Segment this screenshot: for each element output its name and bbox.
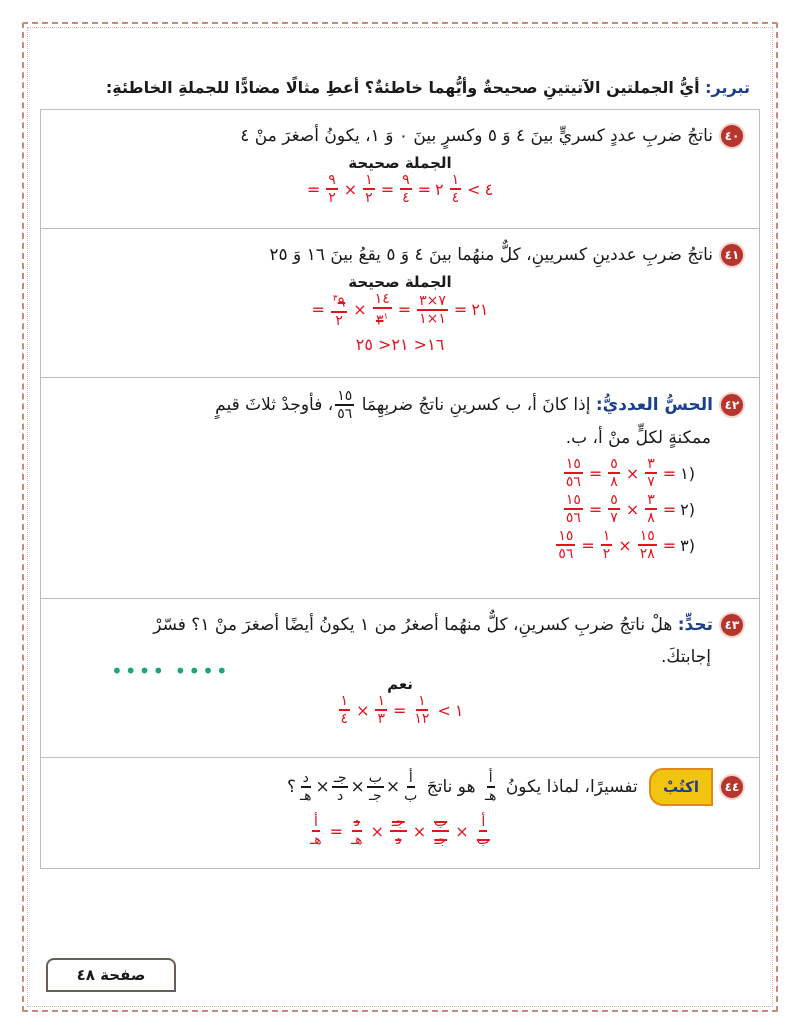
q40-frac-1: $\frac{٩}{٢}$ bbox=[328, 172, 336, 206]
q43-number-badge: ٤٣ bbox=[719, 612, 745, 638]
q41-eq1: = bbox=[397, 300, 412, 320]
q41-number-badge: ٤١ bbox=[719, 242, 745, 268]
q40-answer-label: الجملة صحيحة bbox=[348, 154, 452, 172]
content bbox=[40, 70, 760, 869]
q42-product-frac: $\frac{١٥}{٥٦}$ bbox=[337, 388, 353, 422]
q41-text: ناتجُ ضربِ عددينِ كسريينِ، كلٌّ منهُما بينَ ٤ وَ ٥ يقعُ بينَ ١٦ وَ ٢٥ bbox=[269, 245, 713, 265]
q44-text-2: هو ناتجَ bbox=[421, 777, 481, 797]
q42-text-2: ، فأوجدْ ثلاثَ قيمٍ bbox=[215, 395, 334, 415]
q40-times: × bbox=[343, 179, 358, 199]
q44-text-line: ٤٤اكتُبْ تفسيرًا، لماذا يكونُ $\frac{\text{أ}}{\text{هـ}}$ هو ناتجَ $\frac{\text{أ}}{\text{ب}}$ × $\frac{\text{ب}}{\text{جـ}}$ × $\frac{\text{جـ}}{\text{د}}$ × $\frac{\text{د}}{\text{هـ}}$ ؟ bbox=[55, 768, 745, 806]
question-40 bbox=[40, 109, 760, 229]
q41-frac-3: $\frac{٧\times ٣}{١\times ١}$ bbox=[419, 292, 446, 327]
question-44 bbox=[40, 757, 760, 869]
q42-answers bbox=[55, 456, 745, 562]
q40-lt: < bbox=[467, 179, 481, 199]
q43-text-line-1 bbox=[55, 609, 745, 641]
q41-equation bbox=[55, 291, 745, 329]
q42-answer-row-3: $\frac{١٥}{٥٦}$ = $\frac{١}{٢}$ × $\frac{١٥}{٢٨}$ = ٣) bbox=[558, 528, 695, 562]
q41-answer-label: الجملة صحيحة bbox=[348, 273, 452, 291]
q42-number-badge: ٤٢ bbox=[719, 392, 745, 418]
q41-eq2: = bbox=[453, 300, 468, 320]
q44-text-1: تفسيرًا، لماذا يكونُ bbox=[500, 777, 644, 797]
q40-frac-3: $\frac{٩}{٤}$ bbox=[402, 172, 410, 206]
q40-frac-2: $\frac{١}{٢}$ bbox=[365, 172, 373, 206]
q40-eq-lead: = bbox=[306, 179, 321, 199]
q40-text-line bbox=[55, 120, 745, 152]
q41-frac-2: $\frac{١٤}{٣^١}$ bbox=[374, 291, 390, 329]
question-43 bbox=[40, 598, 760, 758]
q40-mixed-whole: ٢ bbox=[435, 179, 444, 199]
q44-equation: $\frac{\text{أ}}{\text{ب}}$ × $\frac{\text{ب}}{\text{جـ}}$ × $\frac{\text{جـ}}{\text{د}}$ × $\frac{\text{د}}{\text{هـ}}$ = $\frac{\text{أ}}{\text{هـ}}$ bbox=[310, 814, 490, 848]
question-41 bbox=[40, 228, 760, 378]
q42-text-line-2 bbox=[55, 422, 745, 454]
q43-answer-label: نعم bbox=[387, 675, 413, 693]
q40-eq2: = bbox=[417, 179, 432, 199]
q42-text-3: ممكنةٍ لكلٍّ منْ أ، ب. bbox=[565, 428, 711, 448]
q41-text-line bbox=[55, 239, 745, 271]
q40-eq1: = bbox=[380, 179, 395, 199]
q42-answer-row-1: $\frac{١٥}{٥٦}$ = $\frac{٥}{٨}$ × $\frac{٣}{٧}$ = ١) bbox=[565, 456, 695, 490]
q42-text-line-1 bbox=[55, 388, 745, 422]
q42-answer-row-2: $\frac{١٥}{٥٦}$ = $\frac{٥}{٧}$ × $\frac{٣}{٨}$ = ٢) bbox=[565, 492, 695, 526]
q43-text-2: إجابتكَ. bbox=[660, 647, 711, 667]
q43-dots-decoration: •••• •••• bbox=[111, 659, 230, 683]
q40-frac-4: $\frac{١}{٤}$ bbox=[451, 172, 460, 206]
page-number-tab: صفحة ٤٨ bbox=[46, 958, 176, 992]
q42-keyword: الحسُّ العدديُّ: bbox=[595, 395, 713, 415]
header-keyword: تبرير: bbox=[705, 78, 750, 97]
q43-text-1: هلْ ناتجُ ضربِ كسرينِ، كلٌّ منهُما أصغرُ من ١ يكونُ أيضًا أصغرَ منْ ١؟ فسّرْ bbox=[153, 615, 678, 635]
q41-result: ٢١ bbox=[471, 300, 489, 320]
q41-times: × bbox=[353, 300, 367, 320]
question-42 bbox=[40, 377, 760, 599]
q43-keyword: تحدٍّ: bbox=[677, 615, 713, 635]
q43-equation: $\frac{١}{٤}$ × $\frac{١}{٣}$ = $\frac{١}{١٢}$ < ١ bbox=[340, 693, 464, 727]
q40-equation bbox=[55, 172, 745, 206]
q40-result: ٤ bbox=[484, 179, 494, 199]
q41-range: ١٦< ٢١< ٢٥ bbox=[355, 334, 445, 354]
q40-text: ناتجُ ضربِ عددٍ كسريٍّ بينَ ٤ وَ ٥ وكسرٍ بينَ ٠ وَ ١، يكونُ أصغرَ منْ ٤ bbox=[240, 126, 713, 146]
q44-number-badge: ٤٤ bbox=[719, 774, 745, 800]
q44-write-tag: اكتُبْ bbox=[649, 768, 713, 806]
q41-eq-lead: = bbox=[311, 300, 325, 320]
reasoning-header bbox=[40, 70, 760, 110]
header-text: أيُّ الجملتين الآتيتينِ صحيحةٌ وأيُّهما خاطئةٌ؟ أعطِ مثالًا مضادًّا للجملةِ الخاطئةِ: bbox=[105, 78, 706, 97]
q40-number-badge: ٤٠ bbox=[719, 123, 745, 149]
q41-frac-1: $\frac{^٣٩}{٢}$ bbox=[331, 291, 347, 329]
q42-text-1: إذا كانَ أ، ب كسرينِ ناتجُ ضربِهِمَا bbox=[356, 395, 596, 415]
